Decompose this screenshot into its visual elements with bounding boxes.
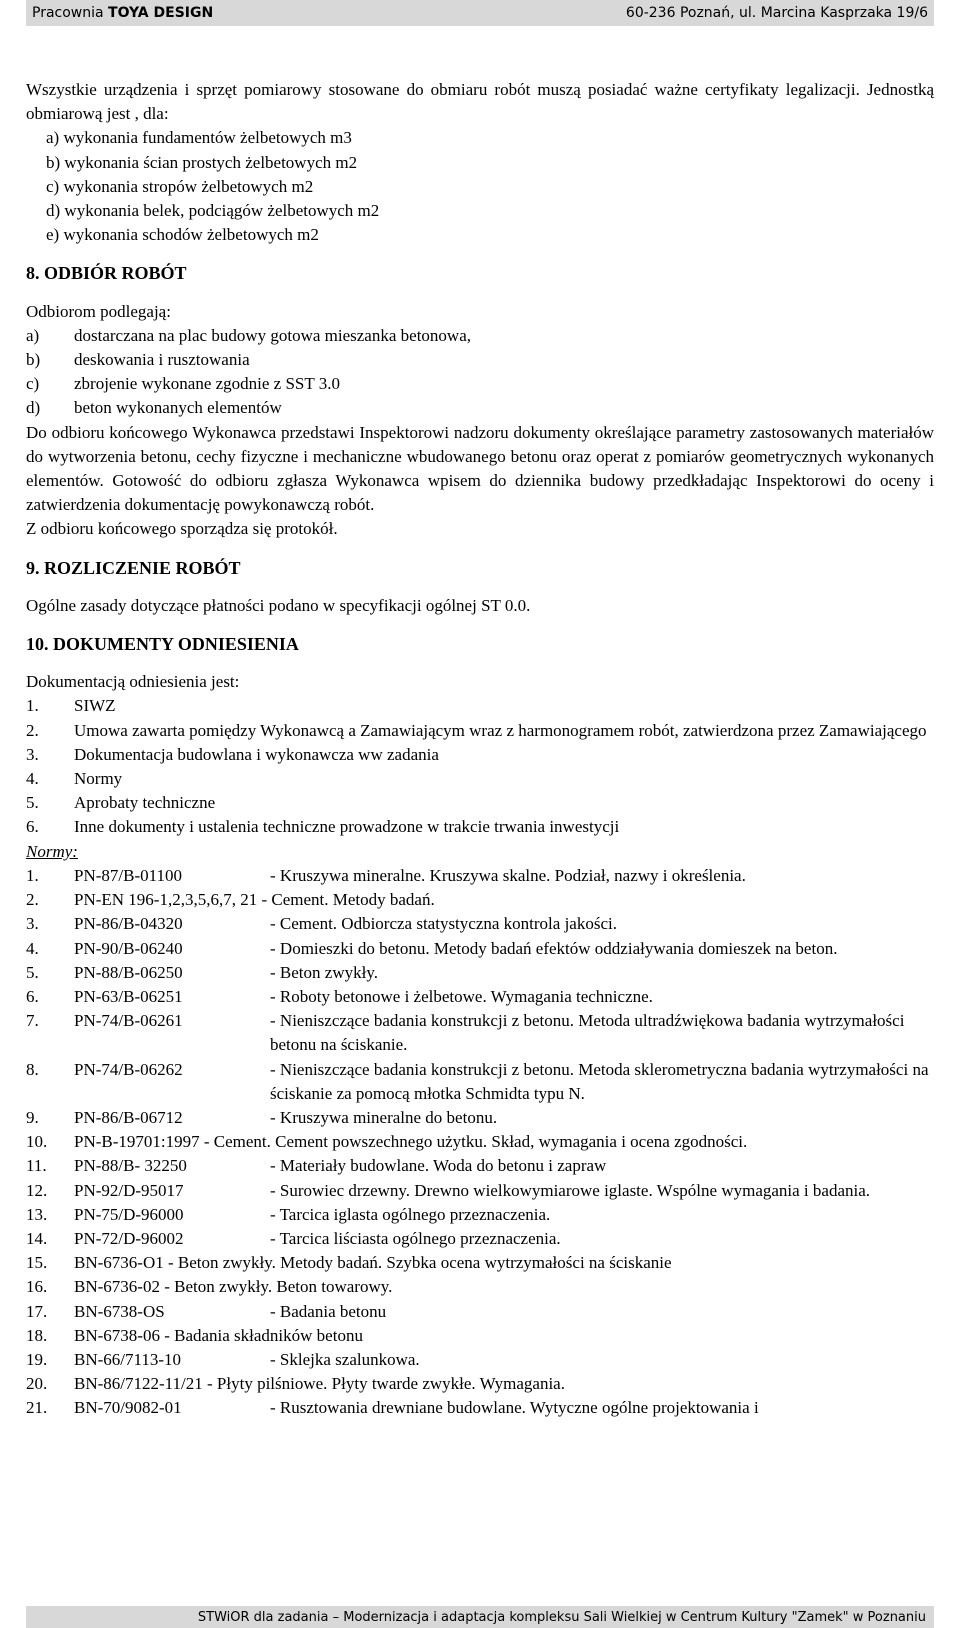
item-number: 6. <box>26 817 39 837</box>
norm-code: PN-86/B-06712 <box>74 1107 183 1127</box>
list-item <box>26 791 934 815</box>
item-number: 5. <box>26 962 39 982</box>
item-number: 4. <box>26 938 39 958</box>
item-text: Umowa zawarta pomiędzy Wykonawcą a Zamawiającym wraz z harmonogramem robót, zatwierdzona przez Zamawiającego <box>74 720 927 740</box>
norm-title: BN-6738-06 - Badania składników betonu <box>74 1325 363 1345</box>
item-number: 14. <box>26 1228 48 1248</box>
norm-title: - Roboty betonowe i żelbetowe. Wymagania techniczne. <box>270 986 653 1006</box>
item-number: 1. <box>26 696 39 716</box>
norm-code: BN-6738-OS <box>74 1301 165 1321</box>
item-number: 8. <box>26 1059 39 1079</box>
item-number: 13. <box>26 1204 48 1224</box>
item-number: 3. <box>26 914 39 934</box>
norm-title: - Tarcica liściasta ogólnego przeznaczenia. <box>270 1228 561 1248</box>
reference-documents-list <box>26 694 934 839</box>
norm-title: - Surowiec drzewny. Drewno wielkowymiarowe iglaste. Wspólne wymagania i badania. <box>270 1180 871 1200</box>
norm-item <box>26 1203 934 1227</box>
item-number: 19. <box>26 1349 48 1369</box>
norm-item <box>26 985 934 1009</box>
norm-title: PN-B-19701:1997 - Cement. Cement powszechnego użytku. Skład, wymagania i ocena zgodności. <box>74 1132 748 1152</box>
norm-code: PN-74/B-06262 <box>74 1059 183 1079</box>
norm-item <box>26 1009 934 1057</box>
section-10-title: 10. DOKUMENTY ODNIESIENIA <box>26 634 299 655</box>
norms-label: Normy: <box>26 841 78 861</box>
section-8-list <box>26 324 934 421</box>
list-item: b) deskowania i rusztowania <box>26 350 250 370</box>
list-item: e) wykonania schodów żelbetowych m2 <box>46 225 319 245</box>
norm-code: PN-74/B-06261 <box>74 1011 183 1031</box>
norm-item <box>26 1251 934 1275</box>
norm-item <box>26 1324 934 1348</box>
item-number: 11. <box>26 1156 47 1176</box>
norm-code: PN-87/B-01100 <box>74 865 182 885</box>
item-number: 1. <box>26 865 39 885</box>
item-number: 15. <box>26 1253 48 1273</box>
norm-code: PN-75/D-96000 <box>74 1204 184 1224</box>
norm-item <box>26 1179 934 1203</box>
item-number: 20. <box>26 1374 48 1394</box>
item-text: Aprobaty techniczne <box>74 793 216 813</box>
norm-item <box>26 1300 934 1324</box>
norm-title: - Nieniszczące badania konstrukcji z betonu. Metoda ultradźwiękowa badania wytrzymałości betonu na ściskanie. <box>270 1011 905 1055</box>
list-item <box>26 767 934 791</box>
item-number: 4. <box>26 769 39 789</box>
norm-code: PN-90/B-06240 <box>74 938 183 958</box>
footer-text: STWiOR dla zadania – Modernizacja i adaptacja kompleksu Sali Wielkiej w Centrum Kultury "Zamek" w Poznaniu <box>197 1609 926 1625</box>
item-number: 18. <box>26 1325 48 1345</box>
item-number: 3. <box>26 744 39 764</box>
norm-title: BN-86/7122-11/21 - Płyty pilśniowe. Płyty twarde zwykłe. Wymagania. <box>74 1374 565 1394</box>
section-8-paragraph: Do odbioru końcowego Wykonawca przedstawi Inspektorowi nadzoru dokumenty określające parametry zastosowanych materiałów do wytworzenia betonu, cechy fizyczne i mechaniczne wbudowanego betonu oraz operat z pomiarów geometrycznych wykonanych elementów. Gotowość do odbioru zgłasza Wykonawca wpisem do dziennika budowy przedkładając Inspektorowi do oceny i zatwierdzenia dokumentację powykonawczą robót. <box>26 422 934 515</box>
norm-item <box>26 1058 934 1106</box>
norm-title: - Nieniszczące badania konstrukcji z betonu. Metoda sklerometryczna badania wytrzymałości na ściskanie za pomocą młotka Schmidta typu N. <box>270 1059 929 1103</box>
list-item: c) zbrojenie wykonane zgodnie z SST 3.0 <box>26 374 340 394</box>
page-footer <box>26 1606 934 1628</box>
section-9-paragraph: Ogólne zasady dotyczące płatności podano w specyfikacji ogólnej ST 0.0. <box>26 595 531 615</box>
item-text: SIWZ <box>74 696 116 716</box>
norm-title: - Cement. Odbiorcza statystyczna kontrola jakości. <box>270 914 617 934</box>
item-number: 5. <box>26 793 39 813</box>
norm-code: PN-86/B-04320 <box>74 914 183 934</box>
norm-title: BN-6736-O1 - Beton zwykły. Metody badań. Szybka ocena wytrzymałości na ściskanie <box>74 1253 672 1273</box>
item-text: Dokumentacja budowlana i wykonawcza ww zadania <box>74 744 439 764</box>
list-item <box>26 743 934 767</box>
section-8-title: 8. ODBIÓR ROBÓT <box>26 263 187 284</box>
norm-code: PN-88/B-06250 <box>74 962 183 982</box>
norm-title: - Badania betonu <box>270 1301 387 1321</box>
norm-item <box>26 1154 934 1178</box>
intro-list <box>26 126 934 247</box>
item-number: 12. <box>26 1180 48 1200</box>
norm-code: PN-92/D-95017 <box>74 1180 184 1200</box>
norm-item <box>26 1348 934 1372</box>
norms-list <box>26 864 934 1421</box>
item-number: 10. <box>26 1132 48 1152</box>
list-item: d) beton wykonanych elementów <box>26 398 282 418</box>
item-number: 9. <box>26 1107 39 1127</box>
norm-title: - Kruszywa mineralne. Kruszywa skalne. Podział, nazwy i określenia. <box>270 865 746 885</box>
norm-title: - Tarcica iglasta ogólnego przeznaczenia. <box>270 1204 551 1224</box>
norm-item <box>26 1130 934 1154</box>
norm-code: PN-63/B-06251 <box>74 986 183 1006</box>
section-8-paragraph-2: Z odbioru końcowego sporządza się protokół. <box>26 519 338 539</box>
norm-code: PN-72/D-96002 <box>74 1228 184 1248</box>
list-item: a) dostarczana na plac budowy gotowa mieszanka betonowa, <box>26 325 471 345</box>
norm-code: BN-70/9082-01 <box>74 1398 182 1418</box>
list-item <box>26 719 934 743</box>
company-address: 60-236 Poznań, ul. Marcina Kasprzaka 19/6 <box>625 5 928 21</box>
section-8-lead: Odbiorom podlegają: <box>26 301 171 321</box>
page-header <box>26 0 934 26</box>
item-number: 16. <box>26 1277 48 1297</box>
norm-title: - Materiały budowlane. Woda do betonu i zapraw <box>270 1156 607 1176</box>
item-number: 21. <box>26 1398 48 1418</box>
list-item: b) wykonania ścian prostych żelbetowych m2 <box>46 152 358 172</box>
norm-title: PN-EN 196-1,2,3,5,6,7, 21 - Cement. Metody badań. <box>74 890 435 910</box>
norm-item <box>26 912 934 936</box>
item-text: Inne dokumenty i ustalenia techniczne prowadzone w trakcie trwania inwestycji <box>74 817 620 837</box>
item-number: 17. <box>26 1301 48 1321</box>
list-item: d) wykonania belek, podciągów żelbetowych m2 <box>46 201 380 221</box>
norm-item <box>26 1396 934 1420</box>
item-number: 6. <box>26 986 39 1006</box>
norm-item <box>26 1227 934 1251</box>
norm-code: BN-66/7113-10 <box>74 1349 182 1369</box>
norm-item <box>26 961 934 985</box>
norm-item <box>26 888 934 912</box>
norm-item <box>26 1275 934 1299</box>
norm-title: BN-6736-02 - Beton zwykły. Beton towarowy. <box>74 1277 393 1297</box>
norm-title: - Domieszki do betonu. Metody badań efektów oddziaływania domieszek na beton. <box>270 938 838 958</box>
norm-item <box>26 937 934 961</box>
norm-item <box>26 864 934 888</box>
list-item <box>26 815 934 839</box>
norm-title: - Beton zwykły. <box>270 962 378 982</box>
norm-title: - Kruszywa mineralne do betonu. <box>270 1107 498 1127</box>
norm-code: PN-88/B- 32250 <box>74 1156 187 1176</box>
norm-title: - Sklejka szalunkowa. <box>270 1349 420 1369</box>
section-10-lead: Dokumentacją odniesienia jest: <box>26 672 240 692</box>
item-text: Normy <box>74 769 123 789</box>
section-9-title: 9. ROZLICZENIE ROBÓT <box>26 557 241 578</box>
item-number: 2. <box>26 720 39 740</box>
norm-item <box>26 1372 934 1396</box>
company-name: Pracownia TOYA DESIGN <box>32 5 214 21</box>
list-item: c) wykonania stropów żelbetowych m2 <box>46 176 314 196</box>
item-number: 2. <box>26 890 39 910</box>
list-item: a) wykonania fundamentów żelbetowych m3 <box>46 128 352 148</box>
list-item <box>26 694 934 718</box>
norm-item <box>26 1106 934 1130</box>
document-body <box>26 78 934 1421</box>
item-number: 7. <box>26 1011 39 1031</box>
intro-paragraph: Wszystkie urządzenia i sprzęt pomiarowy stosowane do obmiaru robót muszą posiadać ważne certyfikaty legalizacji. Jednostką obmiarową jest , dla: <box>26 80 934 124</box>
norm-title: - Rusztowania drewniane budowlane. Wytyczne ogólne projektowania i <box>270 1398 759 1418</box>
